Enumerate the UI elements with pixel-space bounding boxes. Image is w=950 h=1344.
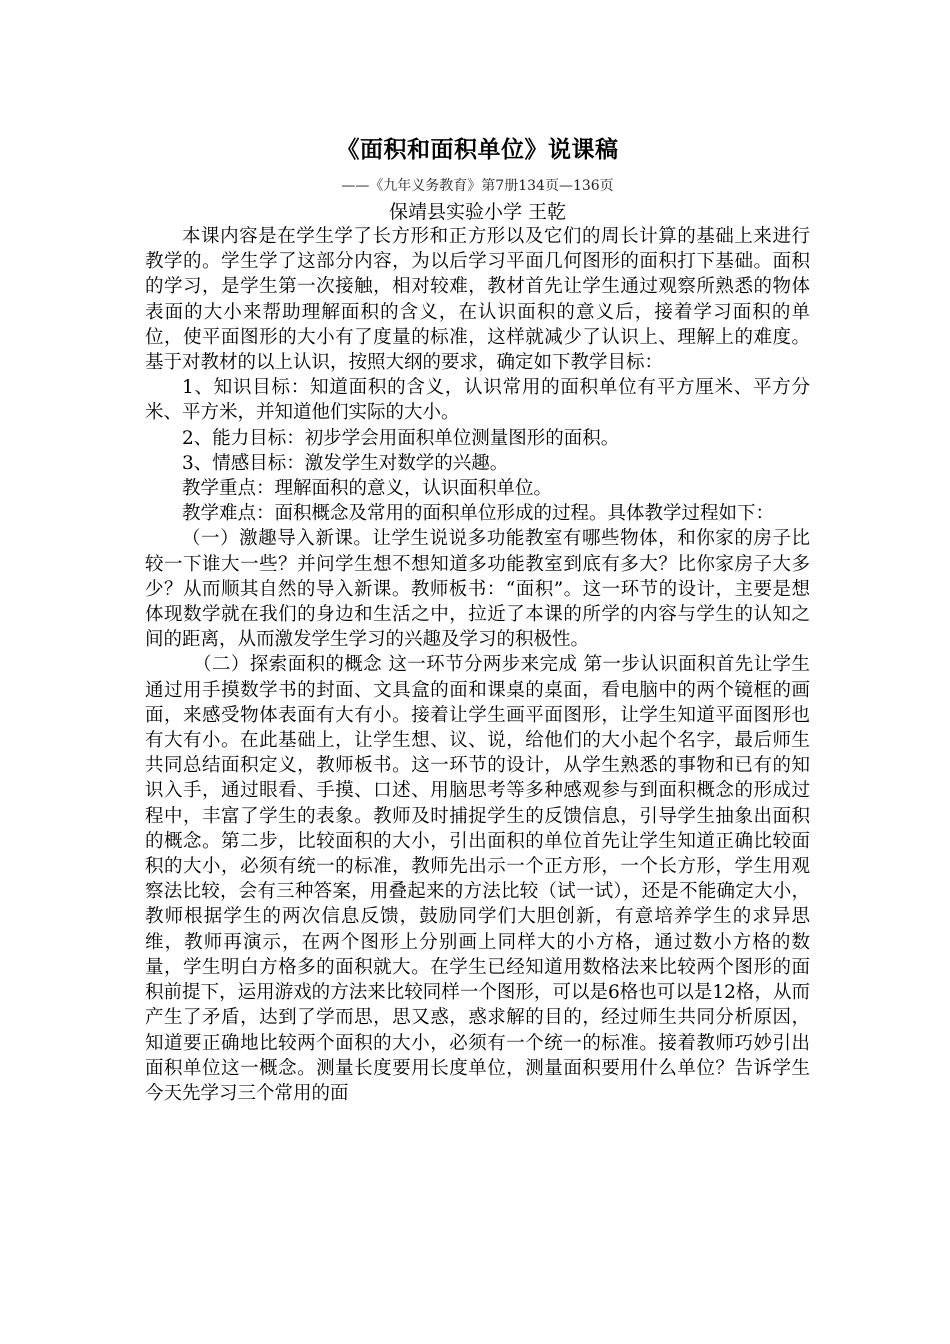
paragraph-section-two: （二）探索面积的概念 这一环节分两步来完成 第一步认识面积首先让学生通过用手摸数学书的封面、文具盒的面和课桌的桌面，看电脑中的两个镜框的画面，来感受物体表面有大有小。接着让学生画平面图形，让学生知道平面图形也有大有小。在此基础上，让学生想、议、说，给他们的大小起个名字，最后师生共同总结面积定义，教师板书。这一环节的设计，从学生熟悉的事物和已有的知识入手，通过眼看、手摸、口述、用脑思考等多种感观参与到面积概念的形成过程中，丰富了学生的表象。教师及时捕捉学生的反馈信息，引导学生抽象出面积的概念。第二步，比较面积的大小，引出面积的单位首先让学生知道正确比较面积的大小，必须有统一的标准，教师先出示一个正方形，一个长方形，学生用观察法比较，会有三种答案，用叠起来的方法比较（试一试），还是不能确定大小，教师根据学生的两次信息反馈，鼓励同学们大胆创新，有意培养学生的求异思维，教师再演示，在两个图形上分别画上同样大的小方格，通过数小方格的数量，学生明白方格多的面积就大。在学生已经知道用数格法来比较两个图形的面积前提下，运用游戏的方法来比较同样一个图形，可以是6格也可以是12格，从而产生了矛盾，达到了学而思，思又惑，惑求解的目的，经过师生共同分析原因，知道要正确地比较两个面积的大小，必须有一个统一的标准。接着教师巧妙引出面积单位这一概念。测量长度要用长度单位，测量面积要用什么单位？告诉学生今天先学习三个常用的面: [145, 654, 810, 1104]
paragraph-goal-ability: 2、能力目标：初步学会用面积单位测量图形的面积。: [182, 427, 620, 449]
document-body: [145, 224, 810, 1106]
paragraph-goal-knowledge: 1、知识目标：知道面积的含义，认识常用的面积单位有平方厘米、平方分米、平方米，并知道他们实际的大小。: [145, 377, 810, 424]
paragraph-intro: 本课内容是在学生学了长方形和正方形以及它们的周长计算的基础上来进行教学的。学生学了这部分内容，为以后学习平面几何图形的面积打下基础。面积的学习，是学生第一次接触，相对较难，教材首先让学生通过观察所熟悉的物体表面的大小来帮助理解面积的含义，在认识面积的意义后，接着学习面积的单位，使平面图形的大小有了度量的标准，这样就减少了认识上、理解上的难度。基于对教材的以上认识，按照大纲的要求，确定如下教学目标：: [145, 226, 810, 374]
paragraph-key-point: 教学重点：理解面积的意义，认识面积单位。: [182, 478, 553, 500]
paragraph-section-one: （一）激趣导入新课。让学生说说多功能教室有哪些物体，和你家的房子比较一下谁大一些？并问学生想不想知道多功能教室到底有多大？比你家房子大多少？从而顺其自然的导入新课。教师板书：“面积”。这一环节的设计，主要是想体现数学就在我们的身边和生活之中，拉近了本课的所学的内容与学生的认知之间的距离，从而激发学生学习的兴趣及学习的积极性。: [145, 528, 810, 651]
paragraph-goal-emotion: 3、情感目标：激发学生对数学的兴趣。: [182, 452, 509, 474]
document-subtitle: ——《九年义务教育》第7册134页—136页: [341, 178, 614, 194]
paragraph-difficulty: 教学难点：面积概念及常用的面积单位形成的过程。具体教学过程如下：: [182, 503, 775, 525]
document-title: 《面积和面积单位》说课稿: [336, 137, 619, 163]
document-author: 保靖县实验小学 王乾: [388, 201, 567, 223]
